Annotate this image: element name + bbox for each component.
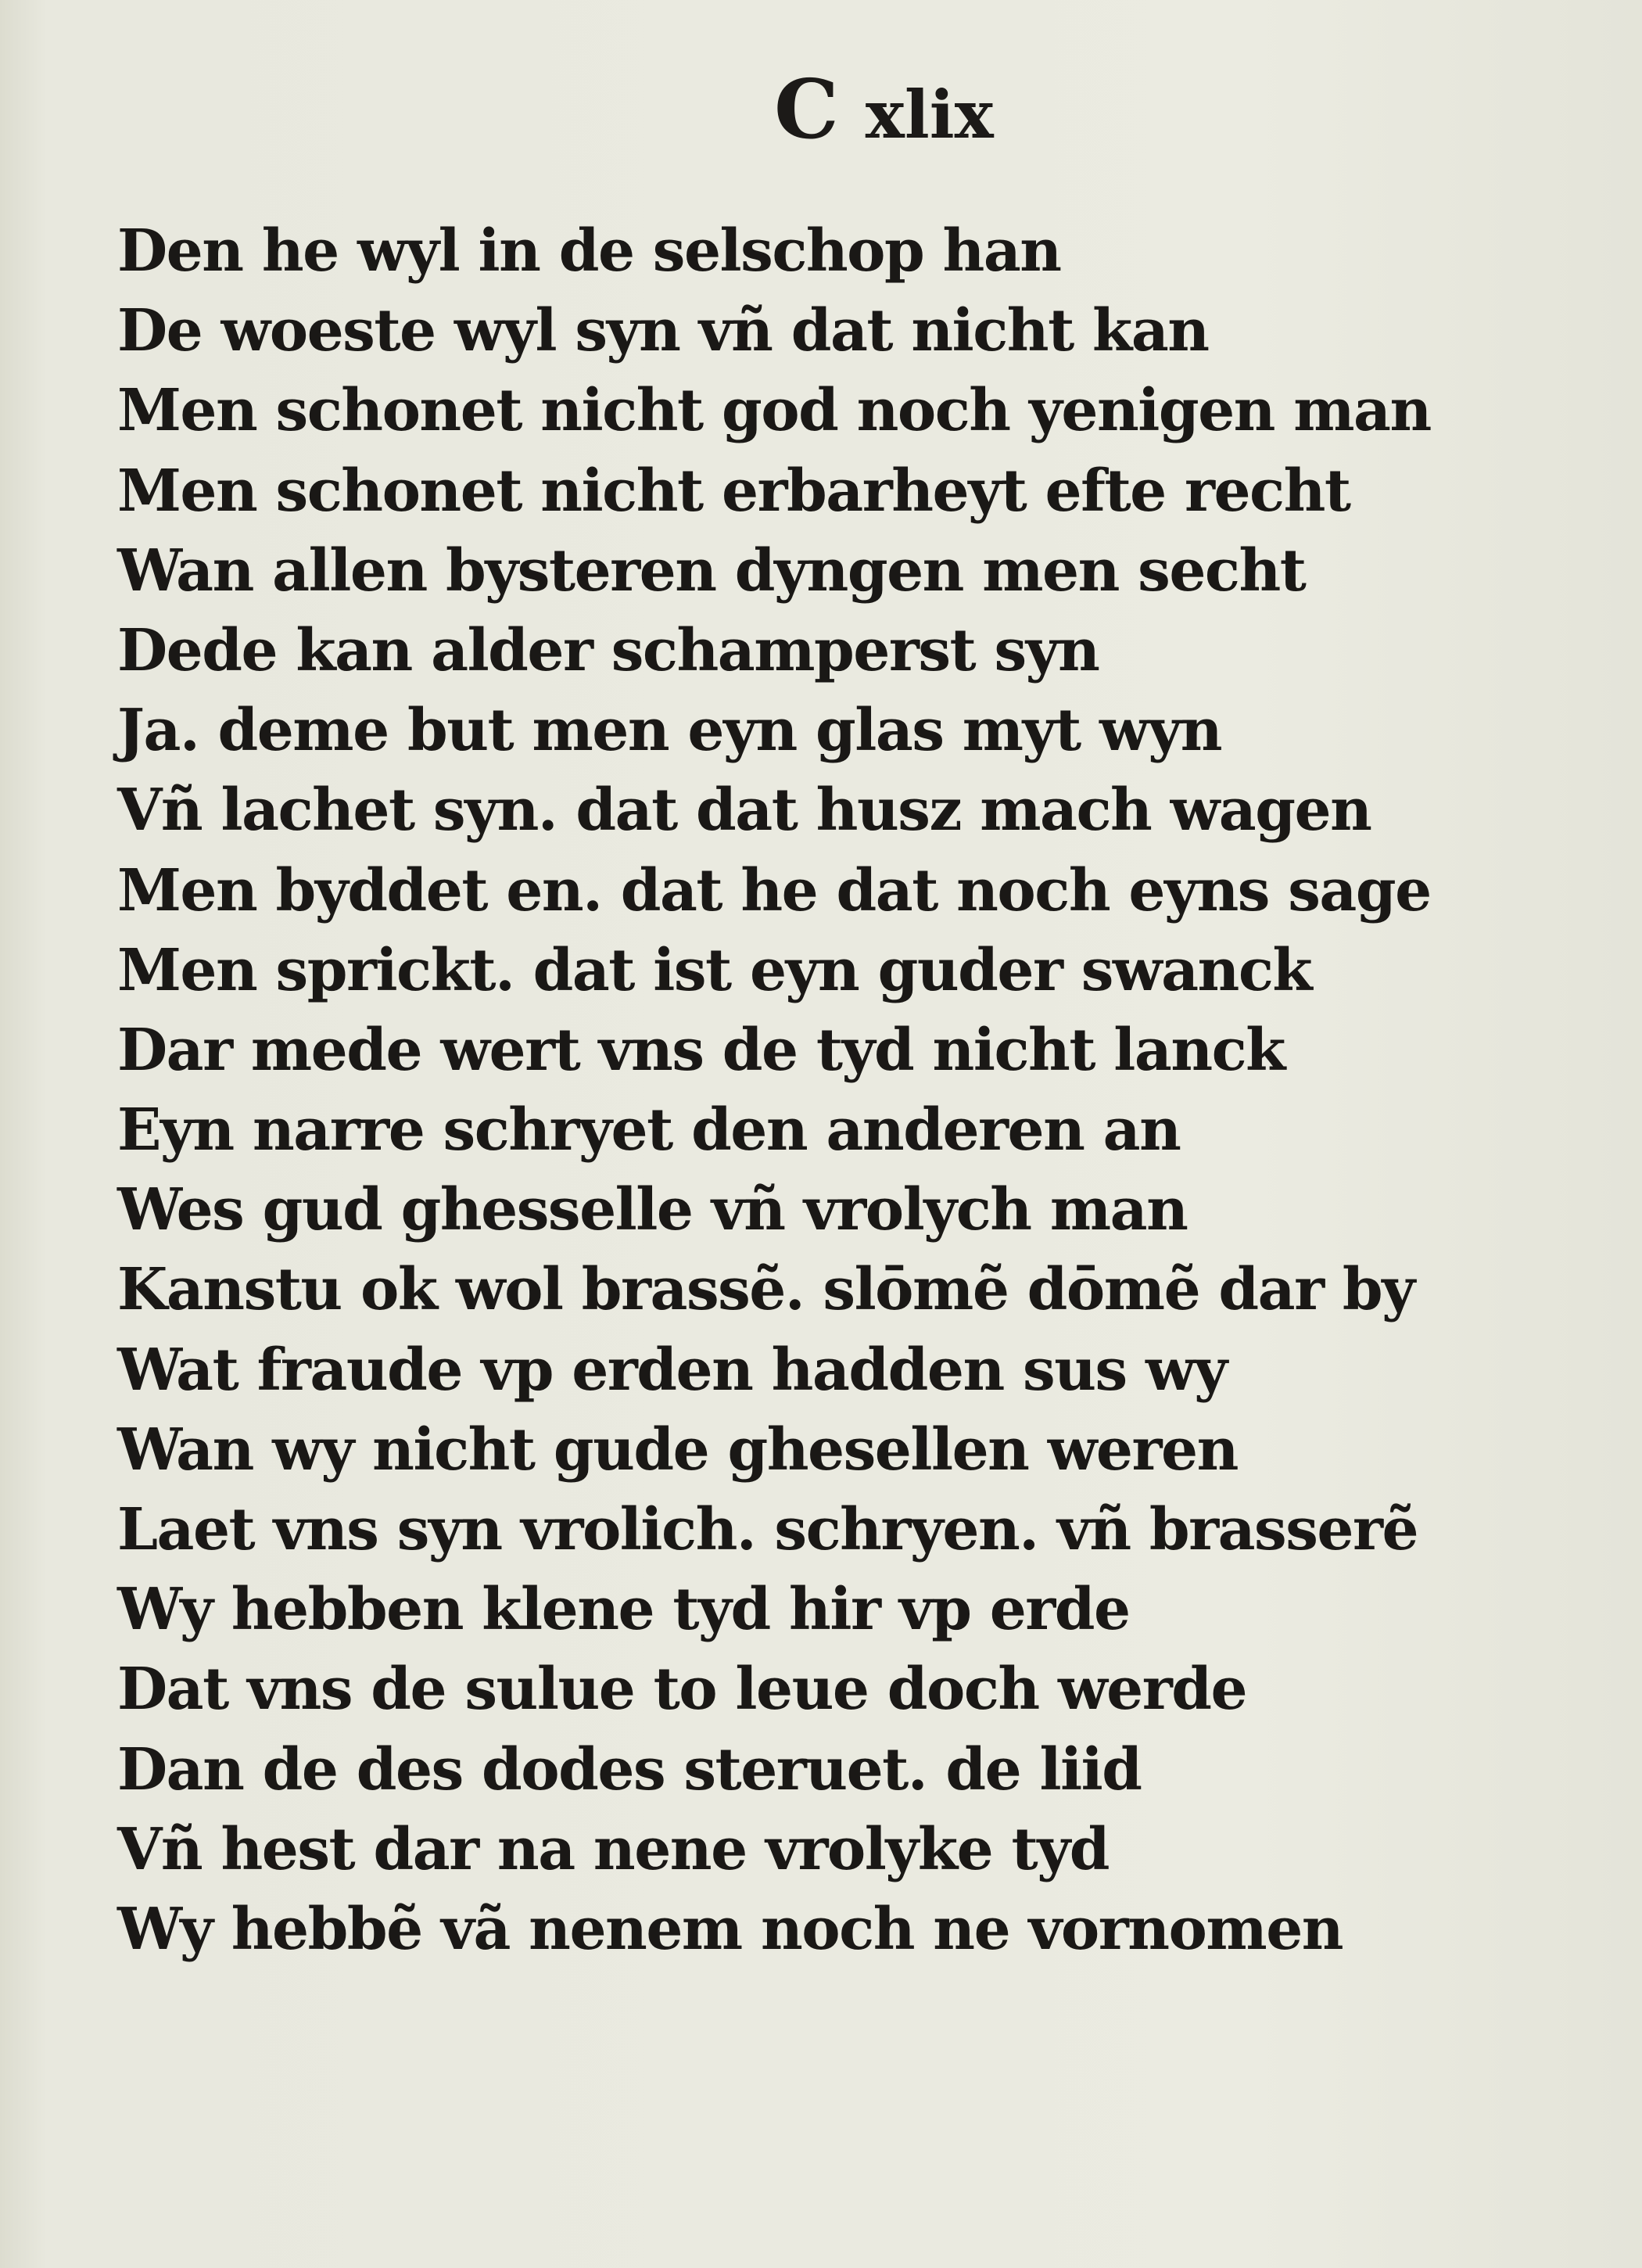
verse-line: Men sprickt. dat ist eyn guder swanck	[117, 936, 1312, 1004]
verse-line: Wan allen bysteren dyngen men secht	[117, 536, 1306, 605]
verse-line: Wat fraude vp erden hadden sus wy	[117, 1336, 1227, 1404]
folio-mark: C	[774, 61, 839, 157]
verse-line: Den he wyl in de selschop han	[117, 217, 1061, 285]
verse-line: Wy hebbẽ vã nenem noch ne vornomen	[117, 1895, 1343, 1963]
verse-line: Laet vns syn vrolich. schryen. vñ brasserẽ	[117, 1496, 1418, 1563]
verse-line: Men schonet nicht erbarheyt efte recht	[117, 457, 1350, 525]
folio-number: xlix	[865, 76, 994, 153]
verse-line: Dan de des dodes steruet. de liid	[117, 1735, 1142, 1803]
verse-line: Ja. deme but men eyn glas myt wyn	[117, 697, 1221, 765]
page-header-folio	[774, 61, 1040, 157]
verse-block	[117, 211, 1493, 1969]
verse-line: Dede kan alder schamperst syn	[117, 616, 1099, 684]
verse-line: Dar mede wert vns de tyd nicht lanck	[117, 1016, 1285, 1084]
verse-line: Men schonet nicht god noch yenigen man	[117, 377, 1431, 445]
verse-line: Dat vns de sulue to leue doch werde	[117, 1656, 1247, 1724]
verse-line: Eyn narre schryet den anderen an	[117, 1096, 1181, 1165]
verse-line: Wes gud ghesselle vñ vrolych man	[117, 1176, 1188, 1244]
verse-line: Wan wy nicht gude ghesellen weren	[117, 1416, 1238, 1484]
verse-line: Kanstu ok wol brassẽ. slōmẽ dōmẽ dar by	[117, 1256, 1414, 1324]
verse-line: Wy hebben klene tyd hir vp erde	[117, 1576, 1130, 1644]
verse-line: De woeste wyl syn vñ dat nicht kan	[117, 297, 1209, 365]
verse-line: Vñ lachet syn. dat dat husz mach wagen	[117, 777, 1371, 845]
verse-line: Vñ hest dar na nene vrolyke tyd	[117, 1815, 1109, 1883]
verse-line: Men byddet en. dat he dat noch eyns sage	[117, 856, 1431, 924]
